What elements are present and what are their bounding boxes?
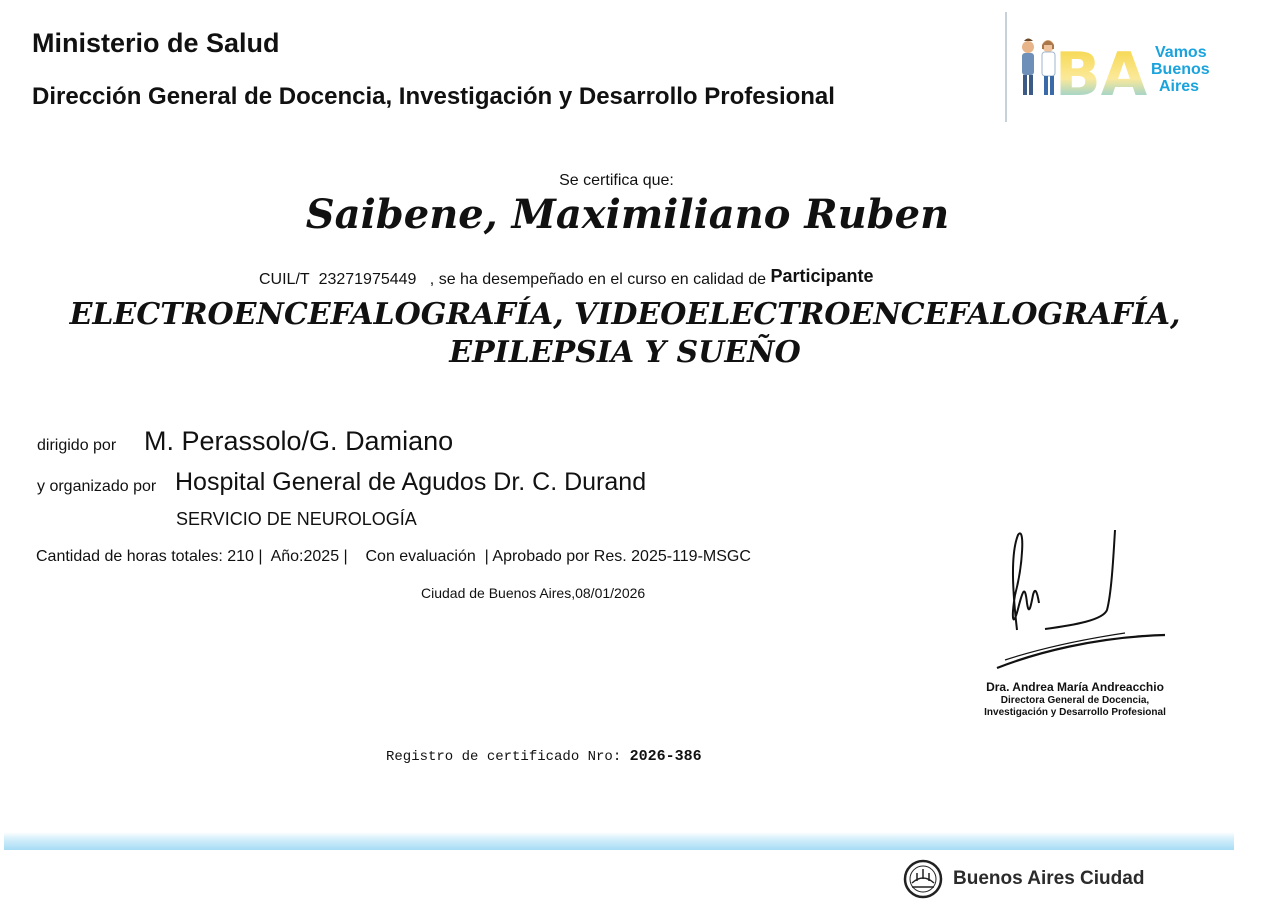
year-label: Año: [270,548,304,565]
registro-line [386,748,702,765]
svg-text:Buenos: Buenos [1151,61,1210,78]
hours-value: 210 [227,548,254,565]
hours-label: Cantidad de horas totales: [36,548,223,565]
approved-text: Aprobado por Res. 2025-119-MSGC [492,548,751,565]
people-icon [1022,39,1055,96]
svg-text:Aires: Aires [1159,78,1200,95]
course-title-line2: EPILEPSIA Y SUEÑO [449,335,801,370]
ministry-title: Ministerio de Salud [32,28,280,58]
city-date: Ciudad de Buenos Aires,08/01/2026 [421,585,646,601]
separator: | [343,548,348,565]
direccion-title: Dirección General de Docencia, Investigación y Desarrollo Profesional [32,83,835,110]
city-seal-icon [903,859,943,899]
cuil-text: , se ha desempeñado en el curso en calidad de [429,271,767,288]
cuil-line [259,268,874,289]
footer-band [4,832,1234,850]
year-value: 2025 [303,548,340,565]
cuil-label: CUIL/T [259,271,310,288]
cuil-value: 23271975449 [318,271,417,288]
svg-text:Vamos: Vamos [1155,44,1207,61]
footer-brand: Buenos Aires Ciudad [953,868,1145,889]
certifica-label: Se certifica que: [559,172,674,189]
participant-role: Participante [770,266,874,286]
servicio-name: SERVICIO DE NEUROLOGÍA [176,509,417,529]
signer-title-line2: Investigación y Desarrollo Profesional [984,707,1166,718]
course-details-line [36,548,751,566]
registro-label: Registro de certificado Nro: [386,749,622,765]
separator: | [258,548,263,565]
dirigido-label: dirigido por [37,437,117,454]
evaluation-text: Con evaluación [365,548,476,565]
organizado-label: y organizado por [37,478,157,495]
course-title-line1: ELECTROENCEFALOGRAFÍA, VIDEOELECTROENCEFALOGRAFÍA, [69,297,1181,332]
header-divider [1005,12,1007,122]
svg-text:BA: BA [1055,40,1148,105]
separator: | [484,548,489,565]
signer-title-line1: Directora General de Docencia, [1000,695,1150,706]
handwritten-signature [985,525,1175,675]
registro-value: 2026-386 [629,748,702,765]
organizado-value: Hospital General de Agudos Dr. C. Durand [175,468,647,496]
signer-name: Dra. Andrea María Andreacchio [986,680,1164,694]
participant-name: Saibene, Maximiliano Ruben [305,191,950,238]
course-title [0,296,1250,372]
signer-title [940,695,1210,719]
vamos-buenos-aires-logo [1015,35,1220,105]
dirigido-value: M. Perassolo/G. Damiano [144,426,454,456]
